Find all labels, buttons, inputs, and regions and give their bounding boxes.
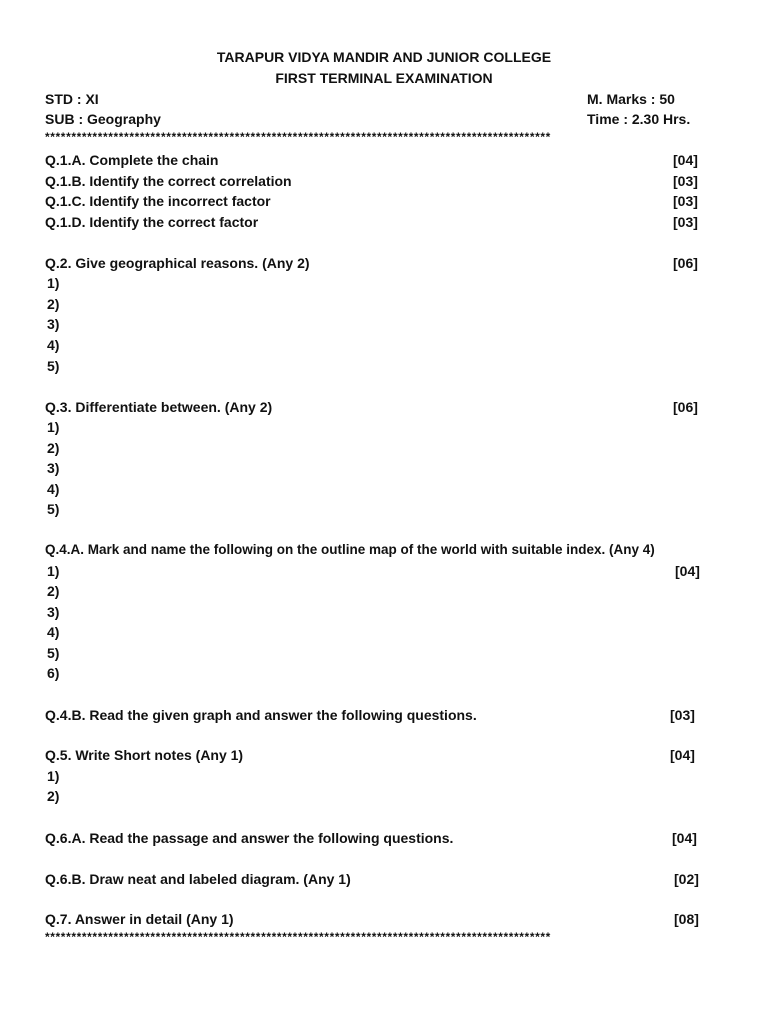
list-item: 1)	[47, 275, 60, 291]
list-item: 1)	[47, 563, 60, 579]
q6b-marks: [02]	[674, 871, 699, 887]
q6a-marks: [04]	[672, 830, 697, 846]
list-item: 5)	[47, 645, 60, 661]
q2-text: Q.2. Give geographical reasons. (Any 2)	[45, 255, 310, 271]
school-name: TARAPUR VIDYA MANDIR AND JUNIOR COLLEGE	[216, 49, 552, 65]
q7-text: Q.7. Answer in detail (Any 1)	[45, 911, 234, 927]
q1a-marks: [04]	[673, 152, 698, 168]
q1d-text: Q.1.D. Identify the correct factor	[45, 214, 259, 230]
q6a-text: Q.6.A. Read the passage and answer the following questions.	[45, 830, 454, 846]
exam-title: FIRST TERMINAL EXAMINATION	[275, 70, 493, 86]
q4a-text: Q.4.A. Mark and name the following on the outline map of the world with suitable index. (Any 4)	[45, 542, 655, 557]
q4a-marks: [04]	[675, 563, 700, 579]
list-item: 1)	[47, 419, 60, 435]
q1c-text: Q.1.C. Identify the incorrect factor	[45, 193, 271, 209]
separator-bottom: ************************************************************************************************	[45, 931, 551, 943]
q6b-text: Q.6.B. Draw neat and labeled diagram. (Any 1)	[45, 871, 351, 887]
std-label: STD : XI	[45, 91, 99, 107]
time-label: Time : 2.30 Hrs.	[587, 111, 691, 127]
q5-text: Q.5. Write Short notes (Any 1)	[45, 747, 244, 763]
max-marks-label: M. Marks : 50	[587, 91, 675, 107]
list-item: 3)	[47, 316, 60, 332]
q5-marks: [04]	[670, 747, 695, 763]
q4b-text: Q.4.B. Read the given graph and answer the following questions.	[45, 707, 477, 723]
q3-marks: [06]	[673, 399, 698, 415]
list-item: 5)	[47, 358, 60, 374]
list-item: 4)	[47, 337, 60, 353]
subject-label: SUB : Geography	[45, 111, 161, 127]
list-item: 4)	[47, 624, 60, 640]
q1a-text: Q.1.A. Complete the chain	[45, 152, 219, 168]
q1b-marks: [03]	[673, 173, 698, 189]
list-item: 4)	[47, 481, 60, 497]
q2-marks: [06]	[673, 255, 698, 271]
list-item: 6)	[47, 665, 60, 681]
list-item: 2)	[47, 583, 60, 599]
q7-marks: [08]	[674, 911, 699, 927]
list-item: 3)	[47, 460, 60, 476]
q3-text: Q.3. Differentiate between. (Any 2)	[45, 399, 273, 415]
q4b-marks: [03]	[670, 707, 695, 723]
q1d-marks: [03]	[673, 214, 698, 230]
list-item: 2)	[47, 296, 60, 312]
list-item: 1)	[47, 768, 60, 784]
list-item: 3)	[47, 604, 60, 620]
list-item: 2)	[47, 440, 60, 456]
q1b-text: Q.1.B. Identify the correct correlation	[45, 173, 292, 189]
list-item: 5)	[47, 501, 60, 517]
list-item: 2)	[47, 788, 60, 804]
q1c-marks: [03]	[673, 193, 698, 209]
separator-top: ************************************************************************************************	[45, 131, 551, 143]
